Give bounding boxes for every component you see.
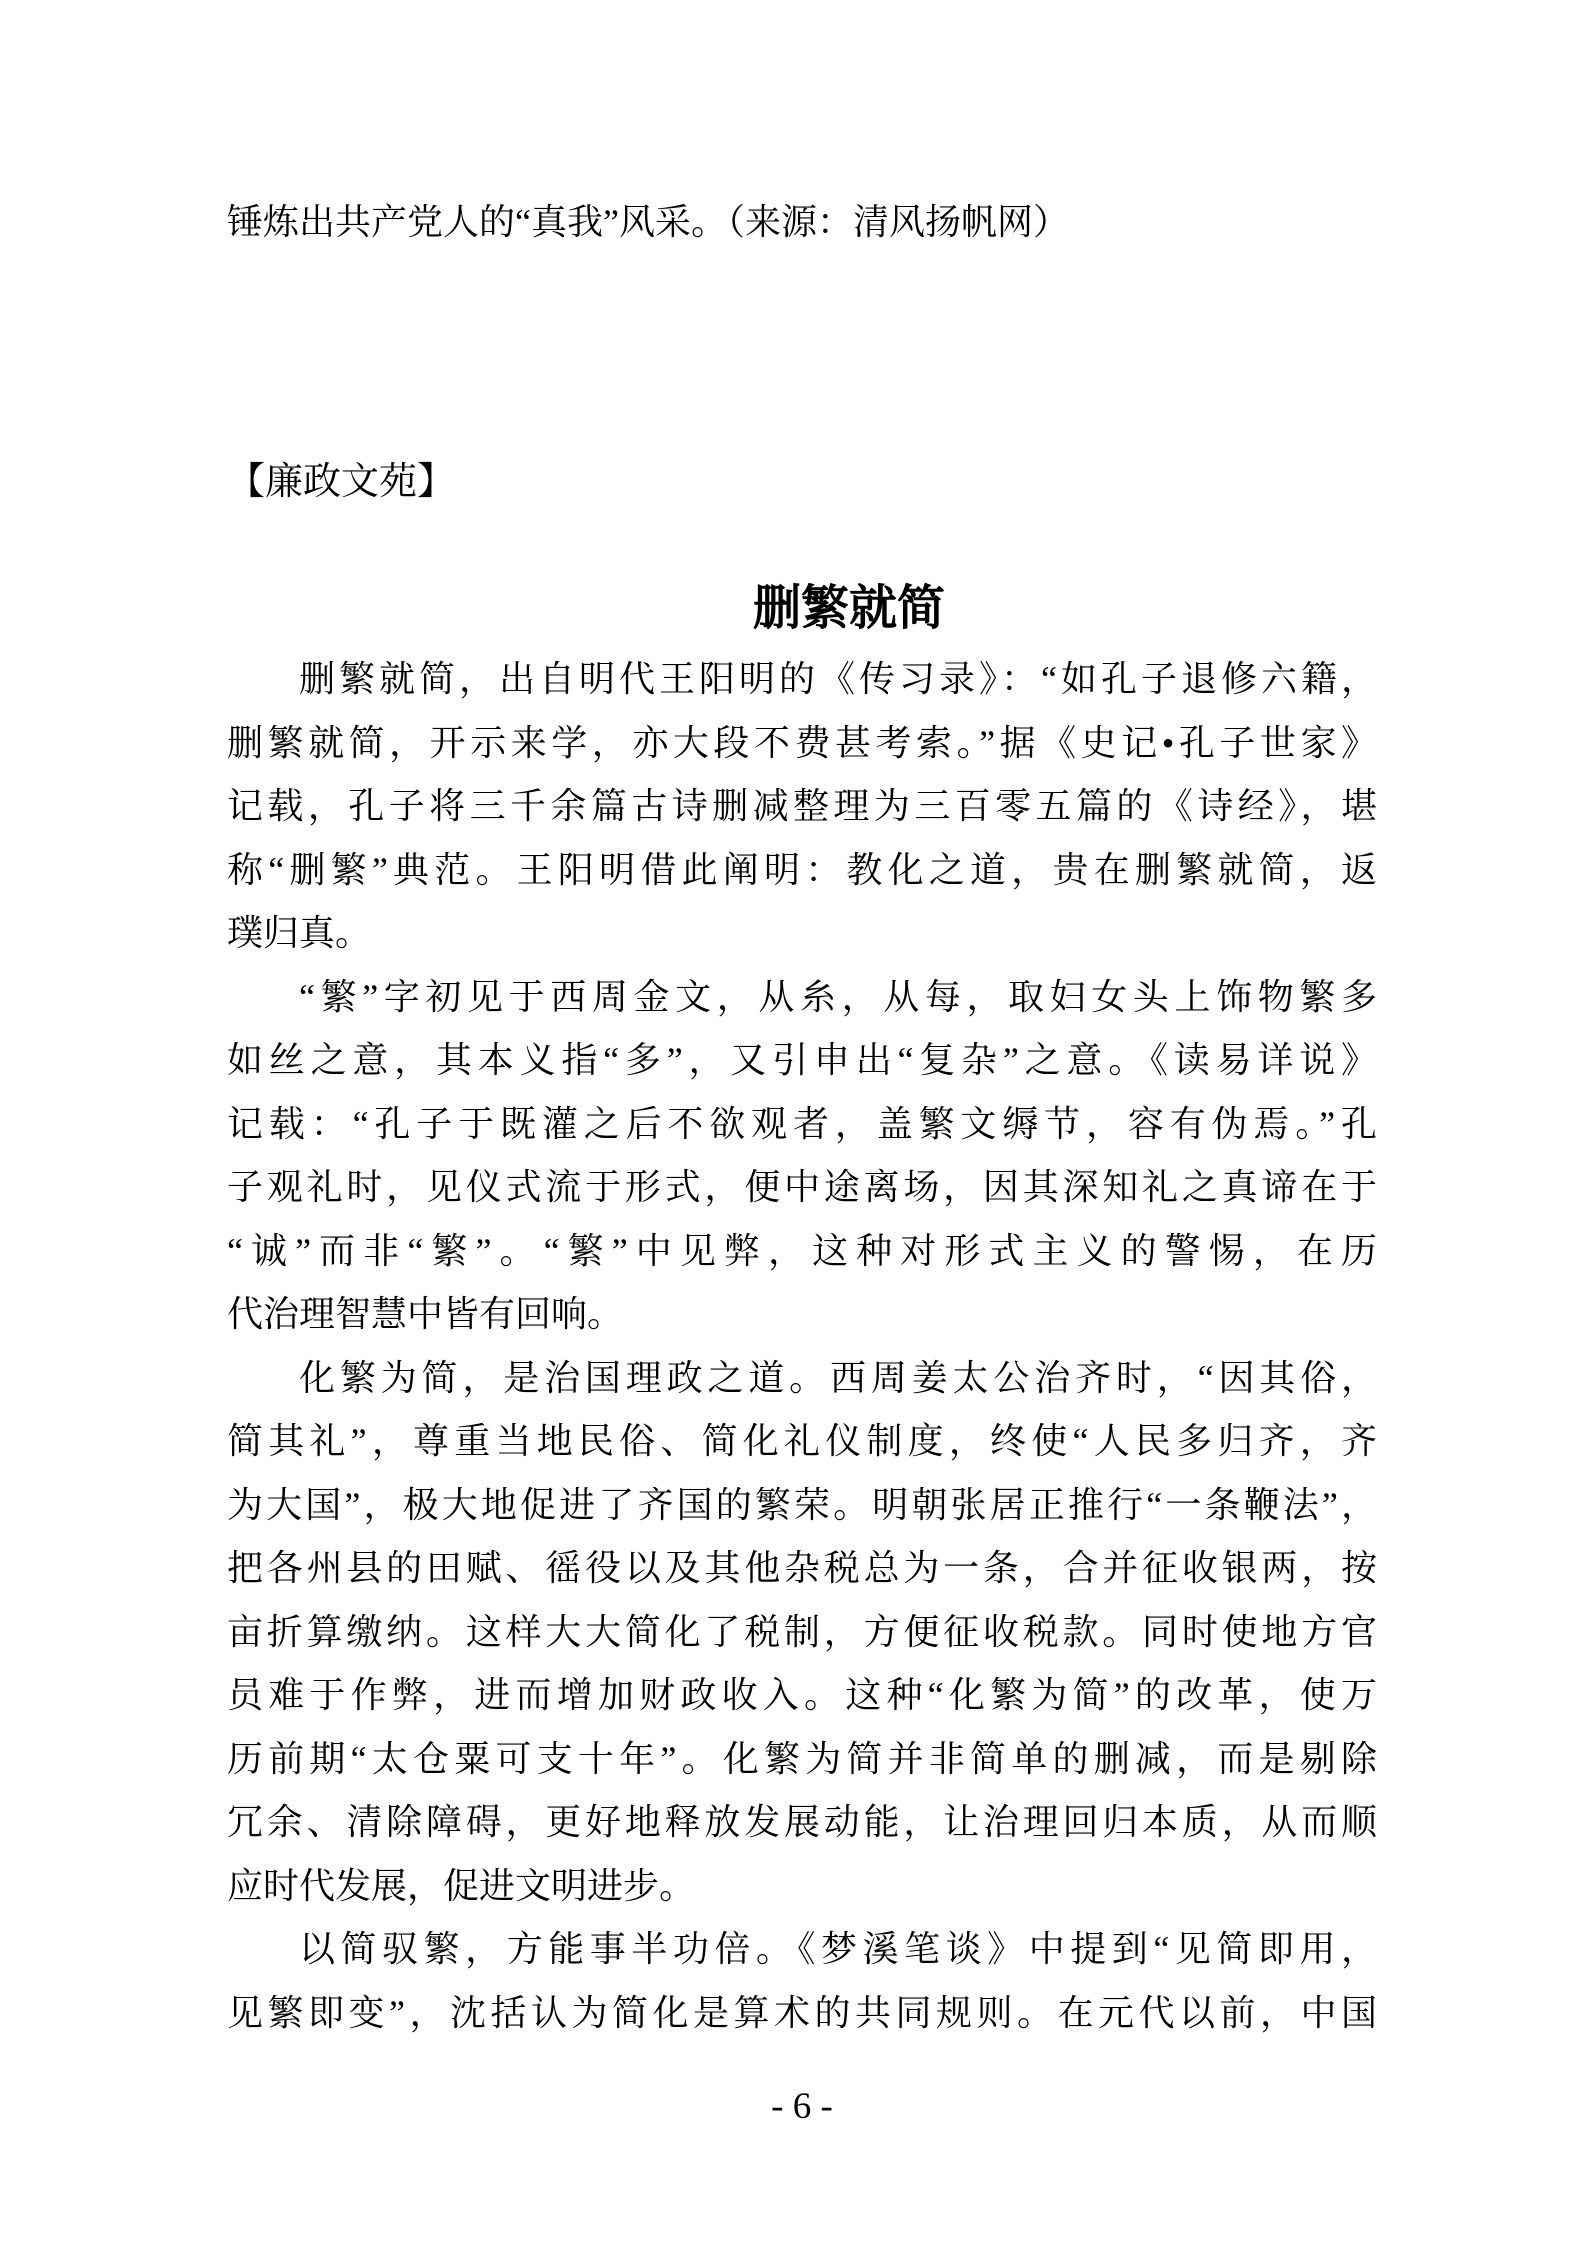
text-line: 称“删繁”典范。王阳明借此阐明：教化之道，贵在删繁就简，返 <box>227 849 1377 890</box>
text-line: 如丝之意，其本义指“多”，又引申出“复杂”之意。《读易详说》 <box>227 1040 1377 1080</box>
text-line: 记载，孔子将三千余篇古诗删减整理为三百零五篇的《诗经》，堪 <box>227 786 1377 826</box>
text-line: 冗余、清除障碍，更好地释放发展动能，让治理回归本质，从而顺 <box>227 1802 1377 1842</box>
text-line: “诚”而非“繁”。“繁”中见弊，这种对形式主义的警惕，在历 <box>227 1230 1377 1271</box>
text-line: 记载：“孔子于既灌之后不欲观者，盖繁文缛节，容有伪焉。”孔 <box>227 1103 1377 1144</box>
page-number: - 6 - <box>771 2086 833 2127</box>
text-line: 简其礼”，尊重当地民俗、简化礼仪制度，终使“人民多归齐，齐 <box>227 1421 1377 1461</box>
text-line: 见繁即变”，沈括认为简化是算术的共同规则。在元代以前，中国 <box>227 1992 1377 2033</box>
text-line: 璞归真。 <box>227 913 372 953</box>
continuation-paragraph: 锤炼出共产党人的“真我”风采。（来源：清风扬帆网） <box>227 202 1069 242</box>
text-line: 历前期“太仓粟可支十年”。化繁为简并非简单的删减，而是剔除 <box>227 1738 1377 1779</box>
article-body <box>227 648 1377 2045</box>
text-line: 应时代发展，促进文明进步。 <box>227 1865 696 1906</box>
text-line: 删繁就简，出自明代王阳明的《传习录》：“如孔子退修六籍， <box>299 659 1377 699</box>
text-line: 化繁为简，是治国理政之道。西周姜太公治齐时，“因其俗， <box>299 1357 1377 1398</box>
text-line: 删繁就简，开示来学，亦大段不费甚考索。”据《史记•孔子世家》 <box>227 722 1377 763</box>
text-line: 为大国”，极大地促进了齐国的繁荣。明朝张居正推行“一条鞭法”， <box>227 1484 1377 1525</box>
article-title: 删繁就简 <box>752 582 945 635</box>
text-line: 以简驭繁，方能事半功倍。《梦溪笔谈》中提到“见简即用， <box>299 1929 1377 1969</box>
text-line: “繁”字初见于西周金文，从糸，从每，取妇女头上饰物繁多 <box>299 976 1377 1017</box>
text-line: 代治理智慧中皆有回响。 <box>227 1294 624 1334</box>
text-line: 亩折算缴纳。这样大大简化了税制，方便征收税款。同时使地方官 <box>227 1611 1377 1652</box>
text-line: 子观礼时，见仪式流于形式，便中途离场，因其深知礼之真谛在于 <box>227 1167 1377 1207</box>
text-line: 把各州县的田赋、徭役以及其他杂税总为一条，合并征收银两，按 <box>227 1548 1377 1588</box>
section-heading: 【廉政文苑】 <box>227 461 456 503</box>
text-line: 员难于作弊，进而增加财政收入。这种“化繁为简”的改革，使万 <box>227 1675 1377 1715</box>
